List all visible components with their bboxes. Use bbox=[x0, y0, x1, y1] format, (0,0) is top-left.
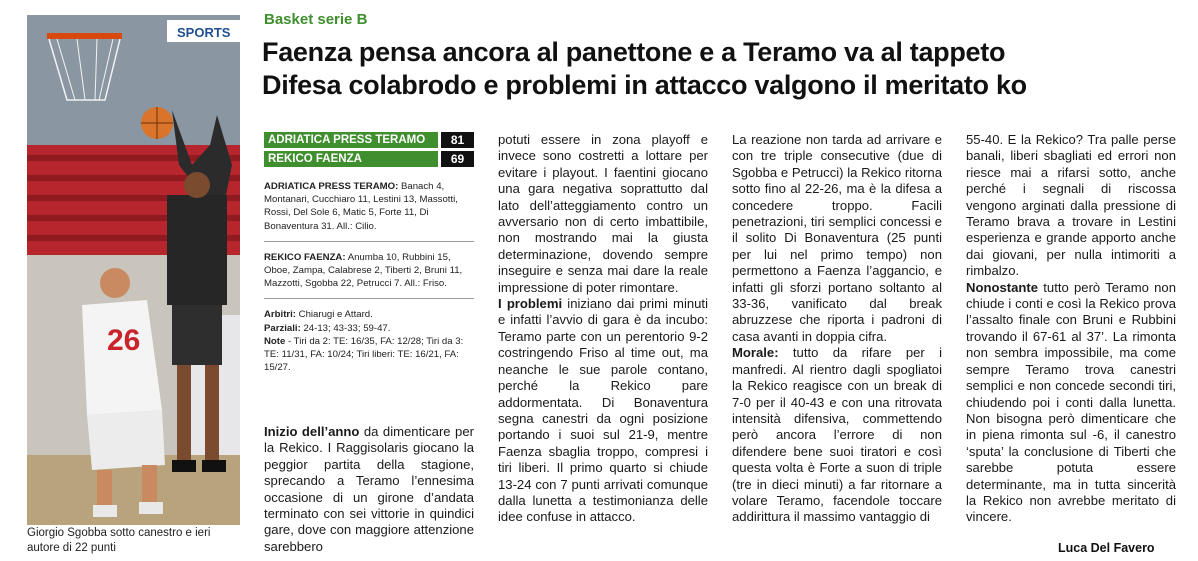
score-points: 81 bbox=[441, 132, 474, 148]
article-photo bbox=[27, 15, 240, 525]
article-paragraph: 55-40. E la Rekico? Tra palle perse banali, liberi sbagliati ed errori non riesce mai a rifarsi sotto, anche perché i segnali di riscossa vengono arginati dalla pressione di Teramo brava a trovare in Lestini esperienza e grande apporto anche dai giovani, per nulla intimoriti a rimbalzo. bbox=[966, 132, 1176, 279]
match-facts bbox=[264, 180, 474, 374]
team-lineup: REKICO FAENZA: Anumba 10, Rubbini 15, Oboe, Zampa, Calabrese 2, Tiberti 2, Bruni 11, Mazzotti, Sgobba 22, Petrucci 7. All.: Friso. bbox=[264, 251, 463, 290]
headline bbox=[262, 36, 1182, 102]
score-points: 69 bbox=[441, 151, 474, 167]
headline-line-1: Faenza pensa ancora al panettone e a Teramo va al tappeto bbox=[262, 37, 1006, 67]
score-team-name: REKICO FAENZA bbox=[264, 151, 438, 167]
author-byline: Luca Del Favero bbox=[1058, 541, 1155, 555]
basketball-photo-illustration bbox=[27, 15, 240, 525]
referees: Arbitri: Chiarugi e Attard. bbox=[264, 309, 373, 321]
notes: Note - Tiri da 2: TE: 16/35, FA: 12/28; Tiri da 3: TE: 11/31, FA: 10/24; Tiri liberi: TE: 16/21, FA: 15/27. bbox=[264, 335, 464, 374]
scoreboard bbox=[264, 132, 474, 170]
team-lineup: ADRIATICA PRESS TERAMO: Banach 4, Montanari, Cucchiaro 11, Lestini 13, Massotti, Rossi, Del Sole 6, Matic 5, Forte 11, Di Bonaventura 31. All.: Cilio. bbox=[264, 181, 458, 232]
article-column-4 bbox=[966, 132, 1176, 526]
photo-caption: Giorgio Sgobba sotto canestro e ieri autore di 22 punti bbox=[27, 527, 211, 554]
article-paragraph: Inizio dell’anno da dimenticare per la Rekico. I Raggisolaris giocano la peggior partita della stagione, sprecando a Teramo l’ennesima occasione di un girone d’andata terminato con sei vittorie in quindici gare, dove con maggiore attenzione sarebbero bbox=[264, 424, 474, 554]
article-paragraph: Nonostante tutto però Teramo non chiude i conti e così la Rekico prova l’assalto finale con Bruni e Rubbini trovando il 67-61 al 37’. La rimonta non sembra impossibile, ma come sempre Teramo trova canestri semplici e non concede secondi tiri, chiudendo poi i conti dalla lunetta. Non bisogna però dimenticare che in piena rimonta sul -6, il canestro ‘sputa’ la conclusione di Tiberti che sarebbe potuta essere determinante, ma in tutta sincerità la Rekico non avrebbe meritato di vincere. bbox=[966, 279, 1176, 525]
article-column-1 bbox=[264, 424, 474, 555]
article-paragraph: Morale: tutto da rifare per i manfredi. Al rientro dagli spogliatoi la Rekico reagisce con un break di 7-0 per il 40-43 e con una ritrovata intensità difensiva, commettendo però ancora l’errore di non difendere bene suoi tiratori e così questa volta è Forte a suon di triple (tre in dieci minuti) a far ritornare a volare Teramo, facendole toccare addirittura il massimo vantaggio di bbox=[732, 345, 942, 525]
score-row-home bbox=[264, 132, 474, 148]
article-paragraph: potuti essere in zona playoff e invece sono costretti a lottare per evitare i playout. I faentini giocano una gara negativa soprattutto dal lato dell’atteggiamento contro un avversario non di certo imbattibile, non mostrando mai la giusta determinazione, dovendo sempre inseguire e senza mai dare la reale impressione di poter rimontare. bbox=[498, 132, 708, 295]
article-column-2 bbox=[498, 132, 708, 526]
svg-text:26: 26 bbox=[107, 324, 141, 357]
headline-line-2: Difesa colabrodo e problemi in attacco valgono il meritato ko bbox=[262, 70, 1027, 100]
article-paragraph: La reazione non tarda ad arrivare e con tre triple consecutive (due di Sgobba e Petrucci) la Rekico ritorna sotto fino al 22-26, ma è la difesa a concedere troppo. Facili penetrazioni, tiri semplici concessi e il solito Di Bonaventura (25 punti per lui nel primo tempo) non permettono a Faenza l’aggancio, e infatti gli sforzi portano soltanto al 33-36, vanificato dal break abruzzese che riporta i padroni di casa avanti in doppia cifra. bbox=[732, 132, 942, 344]
article-paragraph: I problemi iniziano dai primi minuti e infatti l’avvio di gara è da incubo: Teramo parte con un perentorio 9-2 costringendo Friso al time out, ma neanche le sue parole contano, perché la Rekico pare addormentata. Di Bonaventura segna canestri da ogni posizione portando i suoi sul 21-9, mentre Faenza sbaglia troppo, compresi i tiri liberi. Il primo quarto si chiude 13-24 con 7 punti arrivati comunque dalla lunetta a testimonianza delle idee confuse in attacco. bbox=[498, 296, 708, 525]
partials: Parziali: 24-13; 43-33; 59-47. bbox=[264, 322, 391, 334]
score-row-away bbox=[264, 151, 474, 167]
article-column-3 bbox=[732, 132, 942, 526]
section-kicker: Basket serie B bbox=[264, 11, 368, 28]
svg-text:SPORTS: SPORTS bbox=[177, 25, 231, 40]
score-team-name: ADRIATICA PRESS TERAMO bbox=[264, 132, 438, 148]
divider bbox=[264, 298, 474, 299]
divider bbox=[264, 241, 474, 242]
